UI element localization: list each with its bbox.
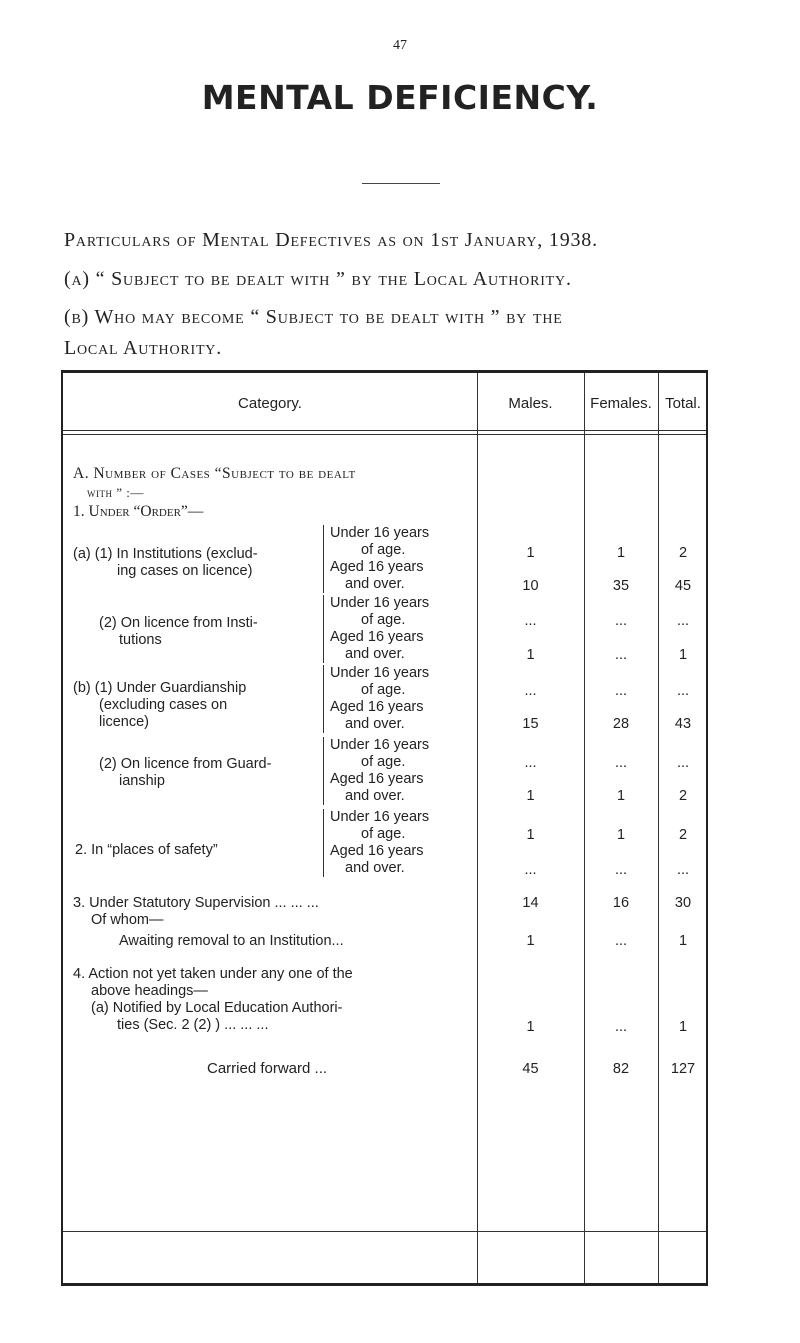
licence-guardianship-label-cont: ianship [119,773,165,789]
institutions-label: (a) (1) In Institutions (exclud- [73,546,258,562]
cell-total: 2 [678,788,688,804]
cell-males-total: 45 [522,1061,539,1077]
guardianship-label-cont: licence) [99,714,149,730]
institutions-label-cont: ing cases on licence) [117,563,253,579]
section-a-title: A. Number of Cases “Subject to be dealt [73,465,356,482]
bracket [323,665,324,733]
cell-males: 14 [522,895,539,911]
cell-females: 1 [616,827,626,843]
cell-total: ... [676,613,690,629]
cell-males: 1 [526,827,535,843]
cell-males: 10 [522,578,539,594]
col-header-males: Males. [508,395,553,412]
col-header-total: Total. [665,395,701,412]
deficiency-table [61,370,708,1286]
age-under-16: Under 16 years [330,525,430,541]
cell-females: ... [614,613,628,629]
header-rule [63,434,706,435]
action-label: 4. Action not yet taken under any one of the [73,966,353,982]
heading-local-authority: Local Authority. [64,337,223,359]
age-16-over: Aged 16 years [330,771,424,787]
cell-females: ... [614,933,628,949]
bracket [323,737,324,805]
age-16-over: Aged 16 years [330,559,424,575]
cell-males: ... [524,755,537,771]
supervision-label: 3. Under Statutory Supervision ... ... ... [73,895,319,911]
carried-forward-label: Carried forward ... [207,1060,328,1077]
age-under-16: Under 16 years [330,665,430,681]
cell-males: 1 [526,933,535,949]
guardianship-label-cont: (excluding cases on [99,697,228,713]
bracket [323,595,324,663]
cell-total: ... [676,683,690,699]
cell-males: ... [524,683,537,699]
cell-females: ... [614,755,628,771]
cell-total: 45 [674,578,692,594]
cell-males: 1 [526,1019,535,1035]
cell-males: ... [524,613,537,629]
cell-males: 1 [526,545,535,561]
cell-females: ... [614,683,628,699]
cell-females-total: 82 [612,1061,630,1077]
cell-total: 1 [678,1019,688,1035]
notified-label: (a) Notified by Local Education Authori- [91,1000,343,1016]
age-under-16-cont: of age. [361,826,406,842]
cell-males: 1 [526,647,535,663]
cell-females: 35 [612,578,630,594]
cell-females: 1 [616,545,626,561]
section-a-title-cont: with ” :— [87,485,144,500]
heading-may-become: (b) Who may become “ Subject to be dealt with ” by the [64,306,563,328]
cell-total: 30 [674,895,692,911]
bracket [323,809,324,877]
cell-males: 1 [526,788,535,804]
cell-total: 2 [678,827,688,843]
cell-males: ... [524,862,537,878]
cell-total: 1 [678,647,688,663]
age-under-16-cont: of age. [361,682,406,698]
notified-label-cont: ties (Sec. 2 (2) ) ... ... ... [117,1017,269,1033]
age-under-16: Under 16 years [330,809,430,825]
cell-females: ... [614,1019,628,1035]
cell-females: ... [614,862,628,878]
page-number: 47 [393,38,407,53]
bracket [323,525,324,593]
under-order-label: 1. Under “Order”— [73,503,204,520]
cell-total: 2 [678,545,688,561]
age-16-over-cont: and over. [345,646,405,662]
licence-guardianship-label: (2) On licence from Guard- [99,756,272,772]
age-16-over-cont: and over. [345,716,405,732]
places-of-safety-label: 2. In “places of safety” [75,842,218,858]
action-label-cont: above headings— [91,983,208,999]
licence-institutions-label-cont: tutions [119,632,162,648]
age-16-over-cont: and over. [345,860,405,876]
total-rule [63,1231,706,1232]
cell-females: 28 [612,716,630,732]
age-under-16: Under 16 years [330,595,430,611]
age-under-16-cont: of age. [361,612,406,628]
cell-females: ... [614,647,628,663]
age-under-16-cont: of age. [361,754,406,770]
title-divider [362,183,440,184]
cell-total: ... [676,755,690,771]
age-16-over: Aged 16 years [330,699,424,715]
cell-males: 15 [522,716,539,732]
cell-total: 43 [674,716,692,732]
cell-females: 1 [616,788,626,804]
age-16-over-cont: and over. [345,788,405,804]
heading-subject: (a) “ Subject to be dealt with ” by the Local Authority. [64,268,572,290]
cell-females: 16 [612,895,630,911]
age-16-over: Aged 16 years [330,629,424,645]
heading-particulars: Particulars of Mental Defectives as on 1st January, 1938. [64,229,598,251]
age-under-16-cont: of age. [361,542,406,558]
guardianship-label: (b) (1) Under Guardianship [73,680,247,696]
age-16-over: Aged 16 years [330,843,424,859]
of-whom-label: Of whom— [91,912,164,928]
col-header-category: Category. [238,395,302,412]
cell-total: 1 [678,933,688,949]
awaiting-removal-label: Awaiting removal to an Institution... [119,933,344,949]
cell-total: ... [676,862,690,878]
cell-grand-total: 127 [670,1061,696,1077]
age-16-over-cont: and over. [345,576,405,592]
page-title: MENTAL DEFICIENCY. [201,78,599,117]
col-header-females: Females. [590,395,652,412]
age-under-16: Under 16 years [330,737,430,753]
header-rule [63,430,706,431]
licence-institutions-label: (2) On licence from Insti- [99,615,258,631]
